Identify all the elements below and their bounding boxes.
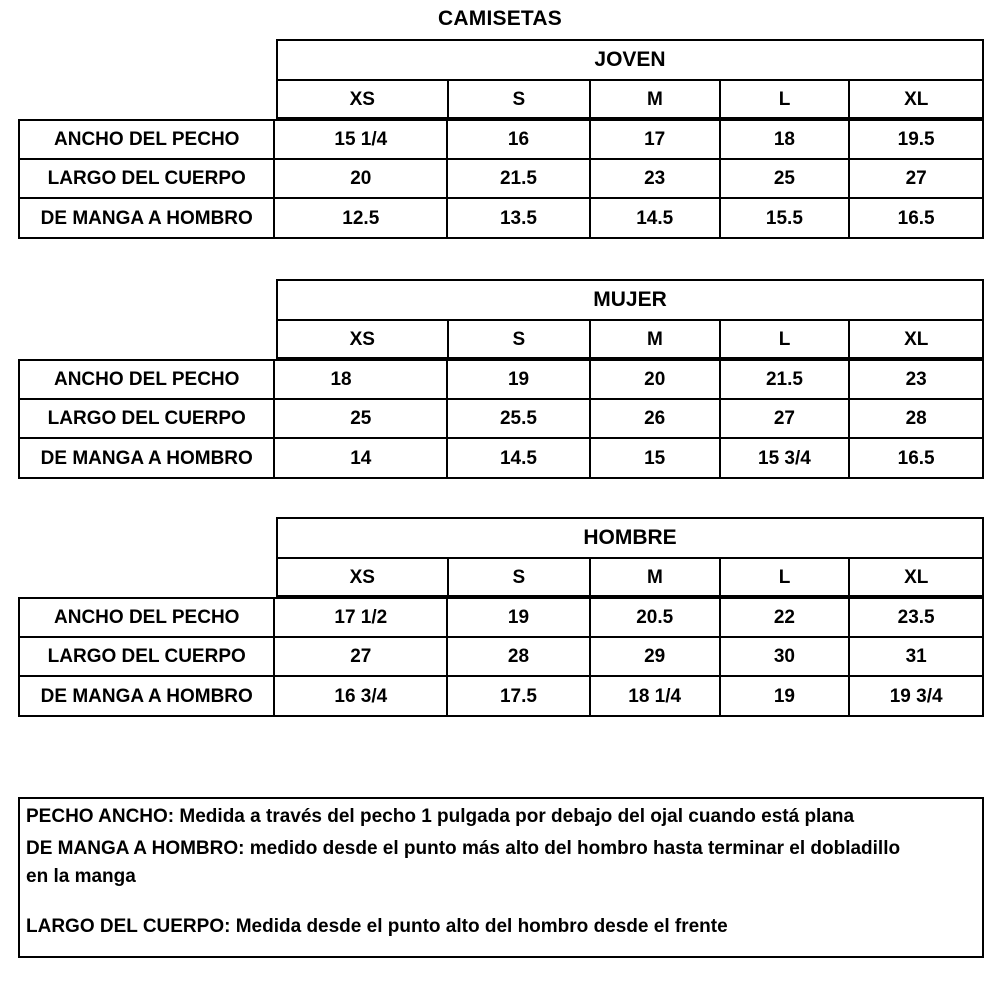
table-cell: 19 [721,677,851,716]
size-label: XS [278,321,449,359]
table-cell: 17.5 [448,677,591,716]
table-cell: 23 [591,160,721,197]
size-label: XS [278,559,449,597]
table-row [20,199,982,238]
table-cell: 27 [905,167,927,189]
table-body [18,359,984,479]
table-cell: 21.5 [448,160,591,197]
table-cell: 20.5 [591,599,721,636]
table-cell: 17 1/2 [275,599,448,636]
table-cell: 14.5 [591,199,721,238]
size-label: M [591,81,721,119]
table-cell: 19.5 [897,128,935,150]
table-cell: 25 [721,160,851,197]
size-label: M [591,321,721,359]
sizes-header-row [278,81,982,119]
table-cell: 12.5 [275,199,448,238]
size-label: XS [278,81,449,119]
table-row [20,160,982,199]
table-cell: 23 [905,368,927,390]
group-name: MUJER [278,281,982,321]
table-cell: 23.5 [897,606,935,628]
measurement-notes [18,797,984,958]
table-row [20,439,982,478]
group-name: HOMBRE [278,519,982,559]
table-row [20,677,982,716]
table-header [276,279,984,359]
row-label: DE MANGA A HOMBRO [20,439,275,478]
table-header [276,517,984,597]
row-label: ANCHO DEL PECHO [20,599,275,636]
table-cell: 19 [448,599,591,636]
size-label: XL [904,567,929,588]
table-cell: 19 3/4 [889,685,943,707]
size-label: XL [904,329,929,350]
table-cell: 15 [591,439,721,478]
table-cell: 14.5 [448,439,591,478]
size-table-mujer [18,279,984,479]
table-body [18,119,984,239]
row-label: DE MANGA A HOMBRO [20,677,275,716]
size-label: M [591,559,721,597]
sizes-header-row [278,559,982,597]
row-label: ANCHO DEL PECHO [20,361,275,398]
table-cell: 13.5 [448,199,591,238]
table-cell: 28 [905,407,927,429]
table-cell: 31 [905,645,927,667]
row-label: LARGO DEL CUERPO [20,638,275,675]
table-cell: 30 [721,638,851,675]
table-cell: 17 [591,121,721,158]
group-name: JOVEN [278,41,982,81]
table-cell: 20 [591,361,721,398]
table-cell: 21.5 [721,361,851,398]
note-largo-cuerpo: LARGO DEL CUERPO: Medida desde el punto alto del hombro desde el frente [26,916,728,937]
table-cell: 16 3/4 [275,677,448,716]
note-manga-hombro: DE MANGA A HOMBRO: medido desde el punto más alto del hombro hasta terminar el dobladillo en la manga [26,838,901,887]
size-table-joven [18,39,984,239]
row-label: DE MANGA A HOMBRO [20,199,275,238]
table-cell: 19 [448,361,591,398]
table-cell: 16.5 [897,207,935,229]
note-pecho-ancho: PECHO ANCHO: Medida a través del pecho 1 pulgada por debajo del ojal cuando está plana [26,806,855,827]
table-row [20,121,982,160]
table-row [20,599,982,638]
table-cell: 16.5 [897,447,935,469]
table-cell: 28 [448,638,591,675]
table-header [276,39,984,119]
table-cell: 16 [448,121,591,158]
table-cell: 25.5 [448,400,591,437]
table-cell: 27 [721,400,851,437]
size-label: L [721,321,851,359]
table-row [20,361,982,400]
size-label: L [721,81,851,119]
table-cell: 15.5 [721,199,851,238]
table-cell: 26 [591,400,721,437]
table-cell: 15 3/4 [721,439,851,478]
table-cell: 15 1/4 [275,121,448,158]
table-row [20,400,982,439]
size-table-hombre [18,517,984,717]
table-cell: 22 [721,599,851,636]
table-cell: 29 [591,638,721,675]
row-label: LARGO DEL CUERPO [20,160,275,197]
size-label: XL [904,89,929,110]
sizes-header-row [278,321,982,359]
table-cell: 18 1/4 [591,677,721,716]
size-label: S [449,81,592,119]
row-label: LARGO DEL CUERPO [20,400,275,437]
table-cell: 20 [275,160,448,197]
table-row [20,638,982,677]
table-cell: 18 [721,121,851,158]
table-body [18,597,984,717]
table-cell: 18 [275,361,448,398]
table-cell: 25 [275,400,448,437]
size-label: S [449,321,592,359]
page-title: CAMISETAS [438,7,562,30]
table-cell: 27 [275,638,448,675]
size-label: S [449,559,592,597]
size-label: L [721,559,851,597]
table-cell: 14 [275,439,448,478]
row-label: ANCHO DEL PECHO [20,121,275,158]
